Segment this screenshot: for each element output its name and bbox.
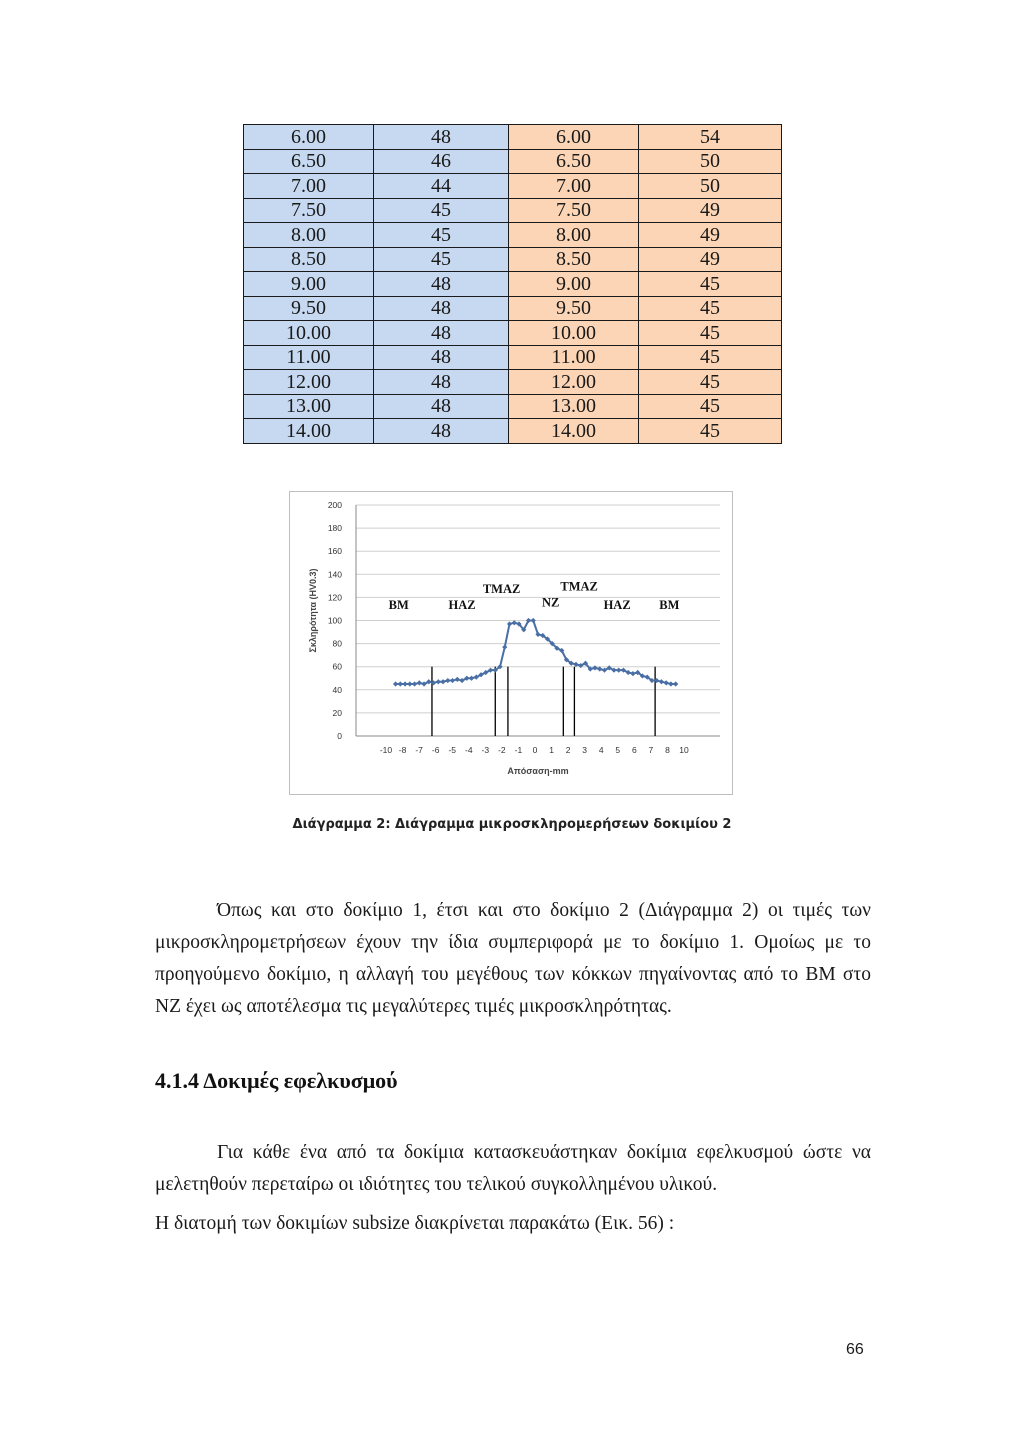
data-point	[455, 677, 460, 682]
table-cell: 54	[639, 125, 782, 150]
table-cell: 48	[374, 394, 509, 419]
table-cell: 48	[374, 345, 509, 370]
x-tick-label: -7	[415, 745, 423, 755]
table-row	[244, 247, 782, 272]
table-cell: 48	[374, 370, 509, 395]
x-tick-label: 1	[549, 745, 554, 755]
x-tick-label: 2	[565, 745, 571, 755]
y-tick-label: 100	[327, 615, 342, 626]
data-point	[535, 632, 540, 637]
table-cell: 6.00	[244, 125, 374, 150]
x-tick-label: -8	[398, 745, 407, 755]
x-tick-label: 8	[665, 745, 670, 755]
x-axis-title: Απόσαση-mm	[507, 766, 569, 776]
table-cell: 48	[374, 125, 509, 150]
table-cell: 7.50	[509, 198, 639, 223]
table-cell: 8.00	[244, 223, 374, 248]
x-tick-label: 5	[615, 745, 621, 755]
x-tick-label: -5	[448, 745, 457, 755]
table-cell: 45	[374, 247, 509, 272]
table-cell: 45	[639, 419, 782, 444]
table-cell: 10.00	[509, 321, 639, 346]
zone-label: TMAZ	[482, 581, 521, 596]
y-tick-label: 120	[327, 592, 342, 603]
table-body	[244, 125, 782, 444]
data-point	[402, 681, 407, 686]
table-cell: 50	[639, 174, 782, 199]
data-point	[673, 681, 678, 686]
table-cell: 50	[639, 149, 782, 174]
table-row	[244, 198, 782, 223]
table-cell: 6.50	[244, 149, 374, 174]
table-cell: 9.00	[509, 272, 639, 297]
x-tick-label: -3	[481, 745, 490, 755]
y-axis-title: Σκληρότητα (HV0.3)	[308, 568, 318, 653]
chart-svg	[290, 492, 732, 794]
table-cell: 13.00	[244, 394, 374, 419]
table-row	[244, 394, 782, 419]
table-cell: 46	[374, 149, 509, 174]
data-point	[592, 665, 597, 670]
data-point	[616, 668, 621, 673]
data-point	[445, 678, 450, 683]
y-tick-label: 0	[337, 731, 342, 741]
zone-label: BM	[388, 597, 409, 612]
table-cell: 9.50	[244, 296, 374, 321]
x-tick-label: -4	[464, 745, 473, 755]
data-point	[531, 618, 536, 623]
x-tick-label: 4	[598, 745, 604, 755]
table-cell: 8.50	[244, 247, 374, 272]
table-cell: 9.00	[244, 272, 374, 297]
x-tick-label: 10	[679, 745, 689, 755]
data-point	[502, 644, 507, 649]
data-point	[507, 621, 512, 626]
data-point	[393, 681, 398, 686]
data-point	[417, 680, 422, 685]
data-point	[469, 676, 474, 681]
table-cell: 49	[639, 198, 782, 223]
data-point	[668, 681, 673, 686]
microhardness-chart	[289, 491, 733, 795]
table-cell: 13.00	[509, 394, 639, 419]
table-cell: 12.00	[244, 370, 374, 395]
x-tick-label: -2	[498, 745, 506, 755]
data-point	[450, 678, 455, 683]
table-row	[244, 125, 782, 150]
table-cell: 45	[639, 272, 782, 297]
data-point	[407, 681, 412, 686]
table-row	[244, 419, 782, 444]
x-tick-label: -1	[514, 745, 523, 755]
table-cell: 11.00	[244, 345, 374, 370]
y-tick-label: 20	[332, 707, 342, 718]
table-cell: 44	[374, 174, 509, 199]
data-point	[398, 681, 403, 686]
table-cell: 45	[639, 345, 782, 370]
paragraph-cross-section: Η διατομή των δοκιμίων subsize διακρίνεται παρακάτω (Εικ. 56) :	[155, 1213, 675, 1234]
data-point	[436, 679, 441, 684]
table-cell: 48	[374, 296, 509, 321]
chart-caption: Διάγραμμα 2: Διάγραμμα μικροσκληρομερήσεων δοκιμίου 2	[292, 817, 732, 832]
data-point	[412, 681, 417, 686]
table-cell: 10.00	[244, 321, 374, 346]
page-number: 66	[846, 1341, 864, 1358]
table-cell: 45	[639, 321, 782, 346]
table-cell: 45	[374, 223, 509, 248]
zone-label: HAZ	[603, 597, 631, 612]
table-row	[244, 296, 782, 321]
table-cell: 7.50	[244, 198, 374, 223]
table-row	[244, 272, 782, 297]
table-cell: 8.00	[509, 223, 639, 248]
table-cell: 9.50	[509, 296, 639, 321]
table-cell: 6.00	[509, 125, 639, 150]
table-cell: 45	[639, 370, 782, 395]
table-cell: 48	[374, 419, 509, 444]
section-heading: 4.1.4 Δοκιμές εφελκυσμού	[155, 1068, 398, 1093]
table-cell: 14.00	[509, 419, 639, 444]
x-tick-label: 0	[532, 745, 538, 755]
table-cell: 7.00	[244, 174, 374, 199]
y-tick-label: 40	[332, 684, 342, 695]
y-tick-label: 140	[327, 569, 342, 580]
y-tick-label: 180	[327, 523, 342, 534]
table-cell: 49	[639, 247, 782, 272]
x-tick-label: 7	[648, 745, 654, 755]
zone-label: HAZ	[448, 597, 476, 612]
x-tick-label: -6	[431, 745, 440, 755]
y-tick-label: 60	[332, 661, 342, 672]
y-tick-label: 80	[332, 638, 342, 649]
table-cell: 11.00	[509, 345, 639, 370]
data-point	[659, 679, 664, 684]
data-point	[630, 671, 635, 676]
table-row	[244, 174, 782, 199]
x-tick-label: 6	[631, 745, 637, 755]
zone-label: BM	[659, 597, 680, 612]
x-tick-label: 3	[582, 745, 588, 755]
zone-label: TMAZ	[560, 579, 598, 594]
table-cell: 45	[639, 296, 782, 321]
table-cell: 49	[639, 223, 782, 248]
table-cell: 48	[374, 272, 509, 297]
table-cell: 12.00	[509, 370, 639, 395]
table-cell: 45	[374, 198, 509, 223]
table-cell: 48	[374, 321, 509, 346]
table-cell: 45	[639, 394, 782, 419]
table-row	[244, 223, 782, 248]
table-row	[244, 149, 782, 174]
table-cell: 8.50	[509, 247, 639, 272]
table-cell: 6.50	[509, 149, 639, 174]
y-tick-label: 160	[327, 546, 342, 557]
hardness-data-table	[243, 124, 782, 444]
paragraph-tensile: Για κάθε ένα από τα δοκίμια κατασκευάστηκαν δοκίμια εφελκυσμού ώστε να μελετηθούν περεταίρω οι ιδιότητες του τελικού συγκολλημένου υλικού.	[155, 1142, 871, 1195]
table-row	[244, 345, 782, 370]
x-tick-label: -10	[379, 745, 393, 755]
zone-label: NZ	[541, 595, 560, 610]
table-row	[244, 370, 782, 395]
data-point	[664, 680, 669, 685]
paragraph-results: Όπως και στο δοκίμιο 1, έτσι και στο δοκίμιο 2 (Διάγραμμα 2) οι τιμές των μικροσκληρομετρήσεων έχουν την ίδια συμπεριφορά με το δοκίμιο 1. Ομοίως με το προηγούμενο δοκίμιο, η αλλαγή του μεγέθους των κόκκων πηγαίνοντας από το BM στο NZ έχει ως αποτέλεσμα τις μεγαλύτερες τιμές μικροσκληρότητας.	[155, 900, 871, 1017]
table-cell: 7.00	[509, 174, 639, 199]
y-tick-label: 200	[327, 500, 342, 510]
data-point	[440, 679, 445, 684]
table-row	[244, 321, 782, 346]
table-cell: 14.00	[244, 419, 374, 444]
